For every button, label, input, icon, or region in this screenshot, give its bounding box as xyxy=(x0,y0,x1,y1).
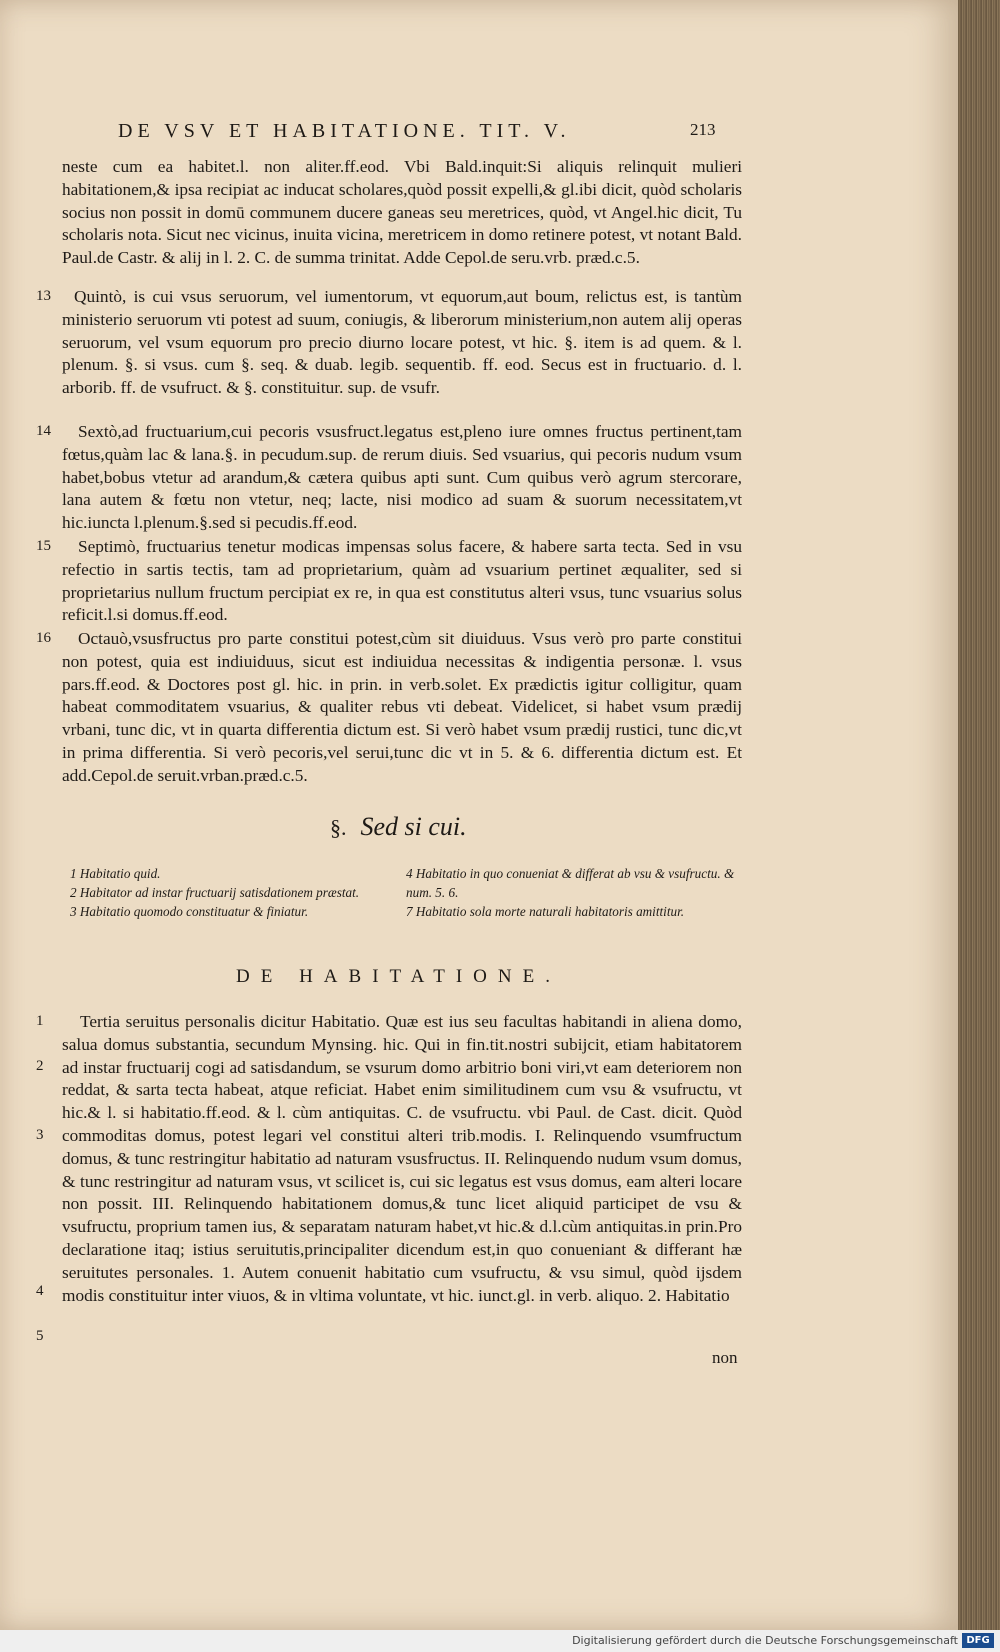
catchword: non xyxy=(712,1348,738,1367)
summary-item: 2 Habitator ad instar fructuarij satisdationem præstat. xyxy=(70,885,360,900)
running-title: DE VSV ET HABITATIONE. TIT. V. xyxy=(118,120,571,142)
paragraph-15: Septimò, fructuarius tenetur modicas impensas solus facere, & habere sarta tecta. Sed in vsu refectio in sartis tectis, tam ad proprietarium, quàm ad vsuarium pertinet æqualiter, sed si proprietarius nullum fructum percipiat ex re, in qua est constitutus alteri vsus, tunc vsuarius solus reficit.l.si domus.ff.eod. xyxy=(62,537,742,625)
margin-number-5: 5 xyxy=(36,1328,44,1344)
paragraph-14: Sextò,ad fructuarium,cui pecoris vsusfruct.legatus est,pleno iure omnes fructus pertinent,tam fœtus,quàm lac & lana.§. in pecudum.sup. de rerum diuis. Sed vsuarius, qui pecoris nudum vsum habet,bobus vtetur ad arandum,& cætera quibus apti sunt. Cum quibus verò agrum stercorare, lana autem & fœtu non vtetur, neq; lacte, nisi modico ad suam & suorum necessitatem,vt hic.iuncta l.plenum.§.sed si pecudis.ff.eod. xyxy=(62,422,742,533)
page-edge xyxy=(958,0,1000,1630)
dfg-logo: DFG xyxy=(962,1633,994,1648)
summary-item: 1 Habitatio quid. xyxy=(70,866,161,881)
page-number: 213 xyxy=(690,120,716,139)
margin-number-16: 16 xyxy=(36,630,51,646)
margin-number-3: 3 xyxy=(36,1127,44,1143)
paragraph-16: Octauò,vsusfructus pro parte constitui potest,cùm sit diuiduus. Vsus verò pro parte constitui non potest, quia est indiuiduus, sicut est indiuidua necessitas & indigentia personæ. l. vsus pars.ff.eod. & Doctores post gl. hic. in prin. in verb.solet. Ex prædictis igitur colligitur, quam habeat commoditatem vsuarius, & qualiter rebus vti debeat. Videlicet, si habet vsum prædij vrbani, tunc dic, vt in quarta differentia dictum est. Si verò habet vsum prædij rustici, tunc dic,vt in prima differentia. Si verò pecoris,vel serui,tunc dic vt in 5. & 6. differentia dictum est. Et add.Cepol.de seruit.vrban.præd.c.5. xyxy=(62,629,742,785)
margin-number-1: 1 xyxy=(36,1013,44,1029)
margin-number-13: 13 xyxy=(36,288,51,304)
summary-right xyxy=(406,864,736,921)
summary-left xyxy=(70,864,390,921)
section-title xyxy=(330,812,467,842)
chapter-heading: DE HABITATIONE. xyxy=(236,966,561,987)
summary-item: 4 Habitatio in quo conueniat & differat ab vsu & vsufructu. & num. 5. 6. xyxy=(406,866,735,900)
summary-item: 7 Habitatio sola morte naturali habitatoris amittitur. xyxy=(406,904,685,919)
summary-item: 3 Habitatio quomodo constituatur & finiatur. xyxy=(70,904,309,919)
digitization-credit: Digitalisierung gefördert durch die Deutsche Forschungsgemeinschaft xyxy=(572,1634,958,1647)
section-title-text: Sed si cui. xyxy=(360,812,467,841)
margin-number-2: 2 xyxy=(36,1058,44,1074)
text-block-2: Tertia seruitus personalis dicitur Habitatio. Quæ est ius seu facultas habitandi in aliena domo, salua domus substantia, secundum Mynsing. hic. Qui in fin.tit.nostri subijcit, etiam habitatorem ad instar fructuarij cogi ad satisdandum, se vsurum domo arbitrio boni viri,vt eam deteriorem non reddat, & sarta tecta habeat, atque reficiat. Habet enim similitudinem cum vsu & vsufructu, vt hic.& l. si habitatio.ff.eod. & l. cùm antiquitas. C. de vsufructu. vbi Paul. de Cast. dicit. Quòd commoditas domus, potest legari vel constitui alteri trib.modis. I. Relinquendo vsumfructum domus, & tunc restringitur habitatio ad naturam vsusfructus. II. Relinquendo nudum vsum domus, & tunc restringitur ad naturam vsus, vt scilicet is, cui sic legatus est vsus domus, eam alteri locare non possit. III. Relinquendo habitationem domus,& tunc licet aliquid participet de vsu & vsufructu, proprium tamen ius, & separatam naturam habet,vt hic.& d.l.cùm antiquitas.in prin.Pro declaratione itaq; istius seruitutis,principaliter dicendum est,in quo conueniant & differant hæ seruitutes personales. 1. Autem conuenit habitatio cum vsufructu, & vsu simul, quòd ijsdem modis constituitur inter viuos, & in vltima voluntate, vt hic. iunct.gl. in verb. aliquo. 2. Habitatio xyxy=(62,1012,742,1305)
text-block-1: neste cum ea habitet.l. non aliter.ff.eod. Vbi Bald.inquit:Si aliquis relinquit mulieri habitationem,& ipsa recipiat ac inducat scholares,quòd possit expelli,& gl.ibi dicit, quòd scholaris socius non possit in domū communem ducere ganeas seu meretrices, quòd, vt Angel.hic dicit, Tu scholaris nota. Sicut nec vicinus, inuita vicina, meretricem in domo retinere potest, vt notant Bald. Paul.de Castr. & alij in l. 2. C. de summa trinitat. Adde Cepol.de seru.vrb. præd.c.5. xyxy=(62,157,742,268)
section-symbol: §. xyxy=(330,815,347,840)
margin-number-15: 15 xyxy=(36,538,51,554)
paragraph-13: Quintò, is cui vsus seruorum, vel iumentorum, vt equorum,aut boum, relictus est, is tantùm ministerio seruorum vti potest ad suum, coniugis, & liberorum ministerium,non autem alij operas seruorum, vel vsum equorum pro precio diurno locare potest, vt hic. §. item is ad quem. & l. plenum. §. si vsus. cum §. seq. & duab. legib. sequentib. ff. eod. Secus est in fructuario. d. l. arborib. ff. de vsufruct. & §. constituitur. sup. de vsufr. xyxy=(62,287,742,398)
margin-number-14: 14 xyxy=(36,423,51,439)
margin-number-4: 4 xyxy=(36,1283,44,1299)
